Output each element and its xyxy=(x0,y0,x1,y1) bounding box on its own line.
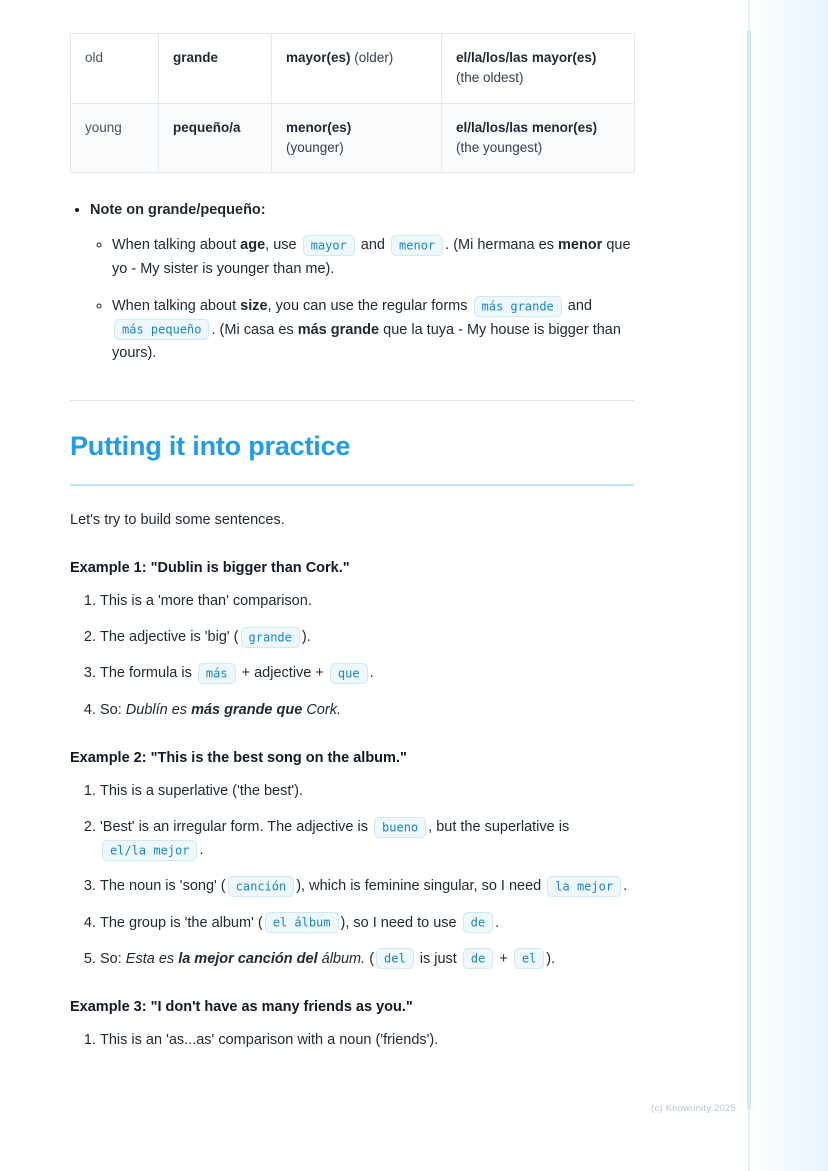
step-mid: + adjective + xyxy=(241,665,324,682)
step-pre: The formula is xyxy=(100,665,192,682)
section-divider xyxy=(70,400,634,401)
practice-intro: Let's try to build some sentences. xyxy=(70,511,285,528)
step-post: . xyxy=(199,842,204,859)
cell-superlative xyxy=(442,34,635,104)
step-bolditalic: la mejor canción del xyxy=(178,950,318,967)
comparative-form: menor(es) xyxy=(286,119,352,135)
step-plus: + xyxy=(499,950,508,967)
step-pre: So: xyxy=(100,701,122,718)
note-size-part1: When talking about xyxy=(112,298,237,315)
list-item xyxy=(100,912,636,935)
comparatives-table xyxy=(70,33,635,173)
example1-steps xyxy=(70,590,636,722)
step-mid: , but the superlative is xyxy=(428,819,570,836)
scrollbar-thumb[interactable] xyxy=(747,30,751,1110)
step-pre: So: xyxy=(100,950,122,967)
code-cancion: canción xyxy=(228,876,295,897)
code-el-la-mejor: el/la mejor xyxy=(102,840,197,861)
note-item xyxy=(90,199,636,366)
cell-adjective: young xyxy=(71,103,159,173)
code-el: el xyxy=(514,948,544,969)
step-italic: Dublín es xyxy=(125,701,188,718)
note-age-part3: and xyxy=(360,237,385,254)
table-row xyxy=(71,34,635,104)
step-italic2: Cork. xyxy=(306,701,341,718)
note-age-bold-age: age xyxy=(240,237,266,254)
step-text: This is a superlative ('the best'). xyxy=(100,782,303,799)
step-pre: 'Best' is an irregular form. The adjective is xyxy=(100,819,368,836)
note-size-part4: . (Mi casa es xyxy=(211,321,294,338)
step-post: . xyxy=(495,914,500,931)
step-mid: is just xyxy=(419,950,457,967)
example2-heading: Example 2: "This is the best song on the album." xyxy=(70,749,407,766)
note-age-bold-menor: menor xyxy=(557,237,603,254)
list-item xyxy=(100,626,636,649)
watermark: (c) Knowunity 2025 xyxy=(651,1103,736,1114)
note-age-part1: When talking about xyxy=(112,237,237,254)
cell-base-form: grande xyxy=(159,34,272,104)
code-bueno: bueno xyxy=(374,817,426,838)
note-sublist xyxy=(90,234,636,365)
step-bolditalic: más grande que xyxy=(191,701,303,718)
list-item xyxy=(100,816,636,862)
code-de: de xyxy=(463,912,493,933)
note-size-part5: que la tuya - My house is bigger than yours). xyxy=(112,321,621,362)
list-item xyxy=(100,875,636,898)
step-pre: The adjective is 'big' ( xyxy=(100,629,239,646)
code-mas: más xyxy=(198,663,236,684)
step-italic2: álbum. xyxy=(321,950,366,967)
list-item xyxy=(100,780,636,803)
comparative-note: (younger) xyxy=(286,139,344,155)
page-side-gradient xyxy=(748,0,828,1171)
code-la-mejor: la mejor xyxy=(547,876,621,897)
code-menor: menor xyxy=(391,235,443,256)
code-mas-grande: más grande xyxy=(474,296,562,317)
step-post: . xyxy=(623,878,628,895)
superlative-form: mayor(es) xyxy=(531,50,597,65)
superlative-article: el/la/los/las xyxy=(456,119,529,135)
note-age xyxy=(112,234,636,281)
step-post: ). xyxy=(546,950,556,967)
list-item: 5. So: Esta es la mejor canción del álbum. ( del is just de + el ). xyxy=(100,948,636,971)
cell-base-form: pequeño/a xyxy=(159,103,272,173)
cell-adjective: old xyxy=(71,34,159,104)
step-post: ). xyxy=(301,629,311,646)
note-size-part2: , you can use the regular forms xyxy=(267,298,468,315)
code-que: que xyxy=(330,663,368,684)
list-item xyxy=(100,590,636,613)
note-size xyxy=(112,295,636,365)
code-mas-pequeno: más pequeño xyxy=(114,319,209,340)
code-del: del xyxy=(376,948,414,969)
code-el-album: el álbum xyxy=(265,912,339,933)
note-title: Note on grande/pequeño: xyxy=(90,202,266,218)
notes-list xyxy=(70,199,636,366)
list-item xyxy=(100,662,636,685)
example3-steps xyxy=(70,1029,636,1052)
step-text: This is an 'as...as' comparison with a noun ('friends'). xyxy=(100,1031,439,1048)
note-size-bold-size: size xyxy=(240,298,268,315)
step-text: This is a 'more than' comparison. xyxy=(100,593,312,610)
list-item xyxy=(100,699,636,722)
note-age-part4: . (Mi hermana es xyxy=(445,237,554,254)
note-size-part3: and xyxy=(567,298,592,315)
note-age-part2: , use xyxy=(265,237,297,254)
step-pre: The group is 'the album' ( xyxy=(100,914,263,931)
superlative-form: menor(es) xyxy=(531,119,598,135)
code-mayor: mayor xyxy=(303,235,355,256)
note-size-bold-mas-grande: más grande xyxy=(297,321,380,338)
note-age-part5: que yo - My sister is younger than me). xyxy=(112,237,631,277)
cell-superlative xyxy=(442,103,635,173)
superlative-note: (the youngest) xyxy=(456,139,543,155)
step-post: . xyxy=(369,665,374,682)
example2-steps xyxy=(70,780,636,971)
section-underline xyxy=(70,484,634,486)
cell-comparative xyxy=(272,103,442,173)
step-mid: ), so I need to use xyxy=(340,914,457,931)
cell-comparative xyxy=(272,34,442,104)
code-de: de xyxy=(463,948,493,969)
table-row xyxy=(71,103,635,173)
step-pre: The noun is 'song' ( xyxy=(100,878,226,895)
code-grande: grande xyxy=(241,627,300,648)
example3-heading: Example 3: "I don't have as many friends as you." xyxy=(70,998,413,1015)
list-item xyxy=(100,1029,636,1052)
page-title: Putting it into practice xyxy=(70,430,351,461)
step-italic: Esta es xyxy=(125,950,175,967)
step-mid: ), which is feminine singular, so I need xyxy=(296,878,542,895)
superlative-note: (the oldest) xyxy=(456,70,524,86)
comparative-note: (older) xyxy=(354,50,394,65)
comparative-form: mayor(es) xyxy=(286,50,351,65)
document-content xyxy=(70,0,636,1065)
superlative-article: el/la/los/las xyxy=(456,50,529,65)
example1-heading: Example 1: "Dublin is bigger than Cork." xyxy=(70,560,350,577)
